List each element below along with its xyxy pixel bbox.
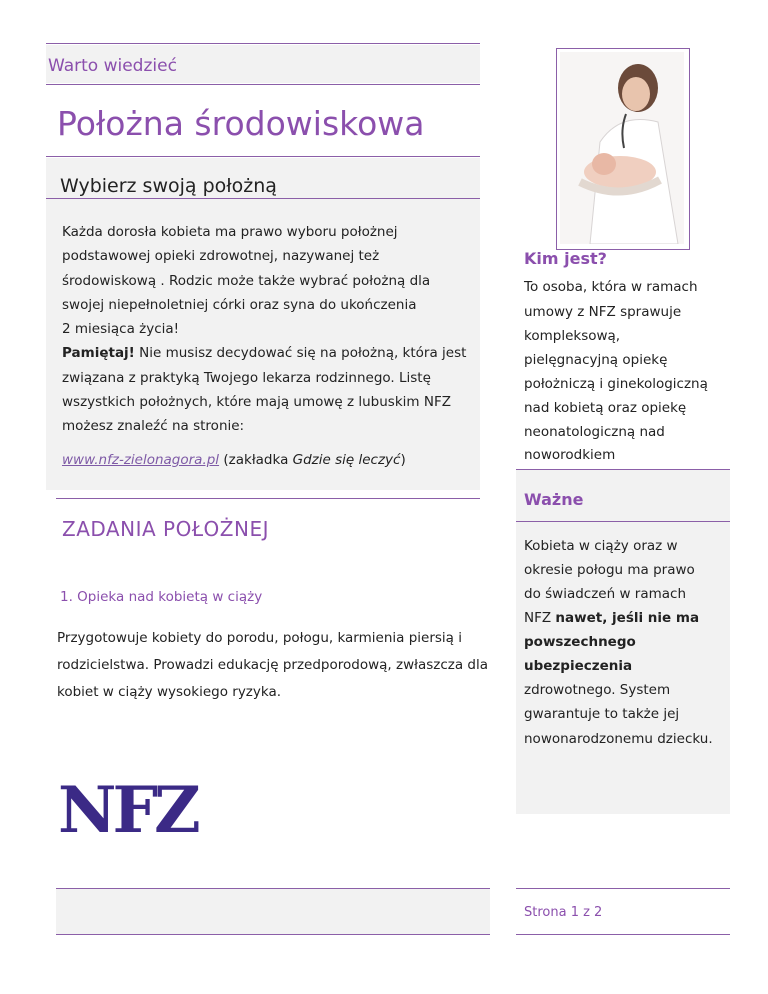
subtitle-rule — [46, 198, 480, 199]
link-suffix-italic: Gdzie się leczyć — [292, 452, 401, 468]
nfz-website-link[interactable]: www.nfz-zielonagora.pl — [62, 452, 220, 468]
banner-rule — [46, 84, 480, 85]
intro-line: Każda dorosła kobieta ma prawo wyboru położnej — [62, 224, 398, 240]
important-heading: Ważne — [524, 490, 584, 509]
intro-line: wszystkich położnych, które mają umowę z lubuskim NFZ — [62, 394, 451, 410]
important-nfz: NFZ — [524, 610, 556, 626]
link-suffix-post: ) — [400, 452, 406, 468]
footer-left-box — [56, 889, 490, 934]
svg-text:NFZ: NFZ — [58, 778, 197, 838]
intro-line: możesz znaleźć na stronie: — [62, 418, 245, 434]
who-line: noworodkiem — [524, 447, 616, 463]
important-rule — [516, 521, 730, 522]
important-line: okresie połogu ma prawo — [524, 562, 695, 578]
intro-subtitle: Wybierz swoją położną — [60, 175, 277, 197]
remember-text: Nie musisz decydować się na położną, która jest — [134, 345, 467, 361]
important-bold: nawet, jeśli nie ma — [555, 610, 700, 626]
link-suffix-pre: (zakładka — [219, 452, 293, 468]
important-line: gwarantuje to także jej — [524, 706, 680, 722]
intro-line: swojej niepełnoletniej córki oraz syna do ukończenia — [62, 297, 417, 313]
title-rule — [46, 156, 480, 157]
intro-line: związana z praktyką Twojego lekarza rodzinnego. Listę — [62, 370, 431, 386]
who-line: neonatologiczną nad — [524, 424, 665, 440]
task-list-item: 1. Opieka nad kobietą w ciąży — [60, 589, 263, 605]
top-rule — [46, 43, 480, 44]
who-line: kompleksową, — [524, 328, 621, 344]
who-line: umowy z NFZ sprawuje — [524, 304, 682, 320]
task-line: Przygotowuje kobiety do porodu, połogu, karmienia piersią i — [57, 630, 462, 646]
footer-right-top-rule — [516, 888, 730, 889]
banner-text: Warto wiedzieć — [48, 56, 177, 76]
intro-line: 2 miesiąca życia! — [62, 321, 180, 337]
page-title: Położna środowiskowa — [57, 104, 425, 143]
who-line: pielęgnacyjną opiekę — [524, 352, 668, 368]
who-heading: Kim jest? — [524, 249, 607, 268]
remember-line — [62, 345, 466, 361]
important-line: do świadczeń w ramach — [524, 586, 687, 602]
important-line: zdrowotnego. System — [524, 682, 671, 698]
important-line — [524, 610, 699, 626]
important-bold-line: powszechnego — [524, 634, 636, 650]
who-line: nad kobietą oraz opiekę — [524, 400, 687, 416]
remember-bold: Pamiętaj! — [62, 345, 135, 361]
important-line: Kobieta w ciąży oraz w — [524, 538, 678, 554]
task-line: rodzicielstwa. Prowadzi edukację przedporodową, zwłaszcza dla — [57, 657, 489, 673]
footer-right-bottom-rule — [516, 934, 730, 935]
who-line: To osoba, która w ramach — [524, 279, 698, 295]
midwife-with-newborn-photo — [560, 52, 684, 244]
who-line: położniczą i ginekologiczną — [524, 376, 708, 392]
footer-left-bottom-rule — [56, 934, 490, 935]
tasks-rule — [56, 498, 480, 499]
important-line: nowonarodzonemu dziecku. — [524, 731, 713, 747]
page-number: Strona 1 z 2 — [524, 905, 603, 920]
task-line: kobiet w ciąży wysokiego ryzyka. — [57, 684, 282, 700]
intro-line: podstawowej opieki zdrowotnej, nazywanej też — [62, 248, 380, 264]
intro-line: środowiskową . Rodzic może także wybrać położną dla — [62, 273, 431, 289]
important-bold-line: ubezpieczenia — [524, 658, 633, 674]
tasks-heading: ZADANIA POŁOŻNEJ — [62, 517, 269, 541]
link-line — [62, 452, 406, 468]
nfz-logo — [58, 778, 210, 838]
